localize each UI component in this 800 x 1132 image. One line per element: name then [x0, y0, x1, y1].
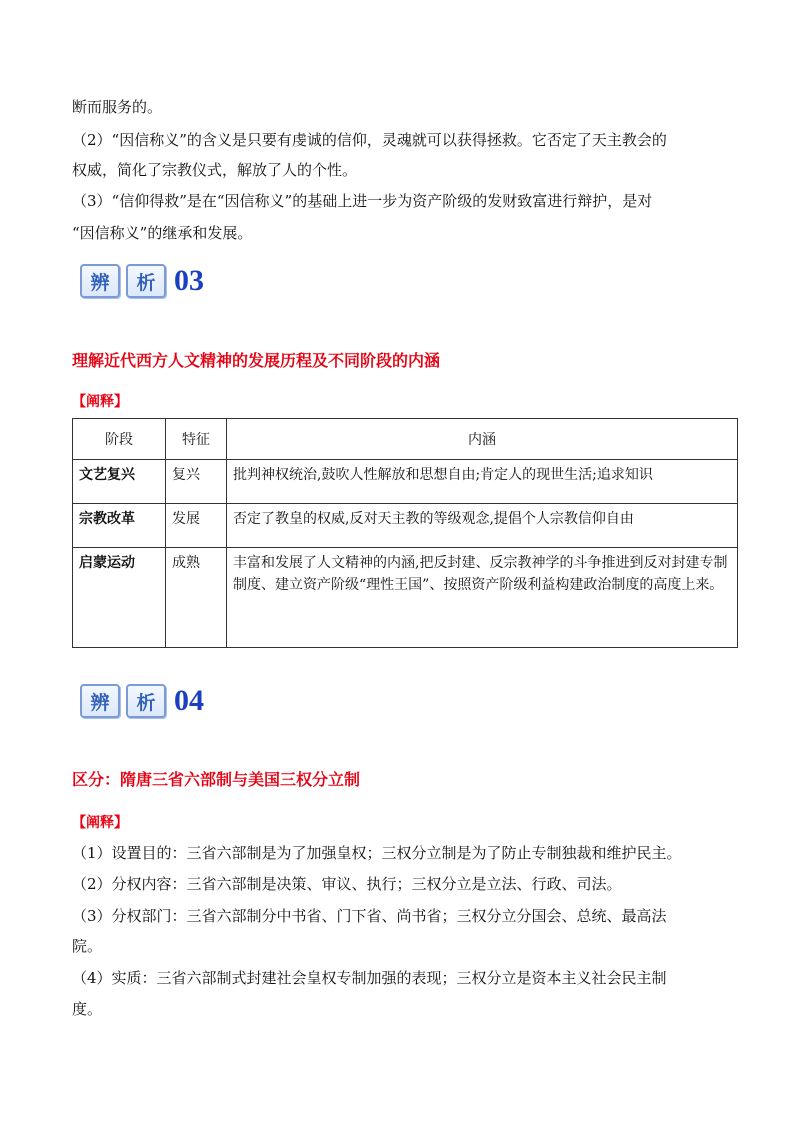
- text-line: （3）分权部门：三省六部制分中书省、门下省、尚书省；三权分立分国会、总统、最高法: [72, 907, 667, 925]
- text-line: （1）设置目的：三省六部制是为了加强皇权；三权分立制是为了防止专制独裁和维护民主。: [72, 844, 682, 862]
- badge-char-bian: 辨: [80, 264, 120, 298]
- section-number: 03: [174, 264, 204, 297]
- section-number: 04: [174, 684, 204, 717]
- table-header: 阶段: [73, 419, 166, 460]
- table-row: [73, 548, 738, 648]
- stage-cell: 宗教改革: [73, 504, 166, 548]
- badge-char-xi: 析: [126, 684, 166, 718]
- text-line: 权威，简化了宗教仪式，解放了人的个性。: [72, 161, 358, 179]
- stages-table: [72, 418, 738, 648]
- badge-char-bian: 辨: [80, 684, 120, 718]
- badge-char-xi: 析: [126, 264, 166, 298]
- text-line: 断而服务的。: [72, 98, 163, 116]
- text-line: （4）实质：三省六部制式封建社会皇权专制加强的表现；三权分立是资本主义社会民主制: [72, 969, 667, 987]
- text-line: 度。: [72, 1000, 103, 1018]
- feature-cell: 成熟: [166, 548, 227, 648]
- table-header: 内涵: [227, 419, 738, 460]
- stage-cell: 启蒙运动: [73, 548, 166, 648]
- feature-cell: 发展: [166, 504, 227, 548]
- section-title: 区分：隋唐三省六部制与美国三权分立制: [72, 770, 361, 789]
- stage-cell: 文艺复兴: [73, 460, 166, 504]
- table-header-row: [73, 419, 738, 460]
- content-cell: 丰富和发展了人文精神的内涵,把反封建、反宗教神学的斗争推进到反对封建专制制度、建立资产阶级“理性王国”、按照资产阶级利益构建政治制度的高度上来。: [227, 548, 738, 648]
- table-header: 特征: [166, 419, 227, 460]
- text-line: （3）“信仰得救”是在“因信称义”的基础上进一步为资产阶级的发财致富进行辩护，是对: [72, 192, 653, 210]
- content-cell: 批判神权统治,鼓吹人性解放和思想自由;肯定人的现世生活;追求知识: [227, 460, 738, 504]
- feature-cell: 复兴: [166, 460, 227, 504]
- text-line: （2）“因信称义”的含义是只要有虔诚的信仰，灵魂就可以获得拯救。它否定了天主教会的: [72, 131, 667, 149]
- text-line: （2）分权内容：三省六部制是决策、审议、执行；三权分立是立法、行政、司法。: [72, 875, 622, 893]
- table-row: [73, 504, 738, 548]
- section-badge-03: [80, 264, 204, 298]
- text-line: “因信称义”的继承和发展。: [72, 224, 253, 242]
- explanation-tag: 【阐释】: [72, 394, 128, 410]
- table-row: [73, 460, 738, 504]
- content-cell: 否定了教皇的权威,反对天主教的等级观念,提倡个人宗教信仰自由: [227, 504, 738, 548]
- section-badge-04: [80, 684, 204, 718]
- text-line: 院。: [72, 937, 103, 955]
- explanation-tag: 【阐释】: [72, 815, 128, 831]
- section-title: 理解近代西方人文精神的发展历程及不同阶段的内涵: [72, 351, 441, 370]
